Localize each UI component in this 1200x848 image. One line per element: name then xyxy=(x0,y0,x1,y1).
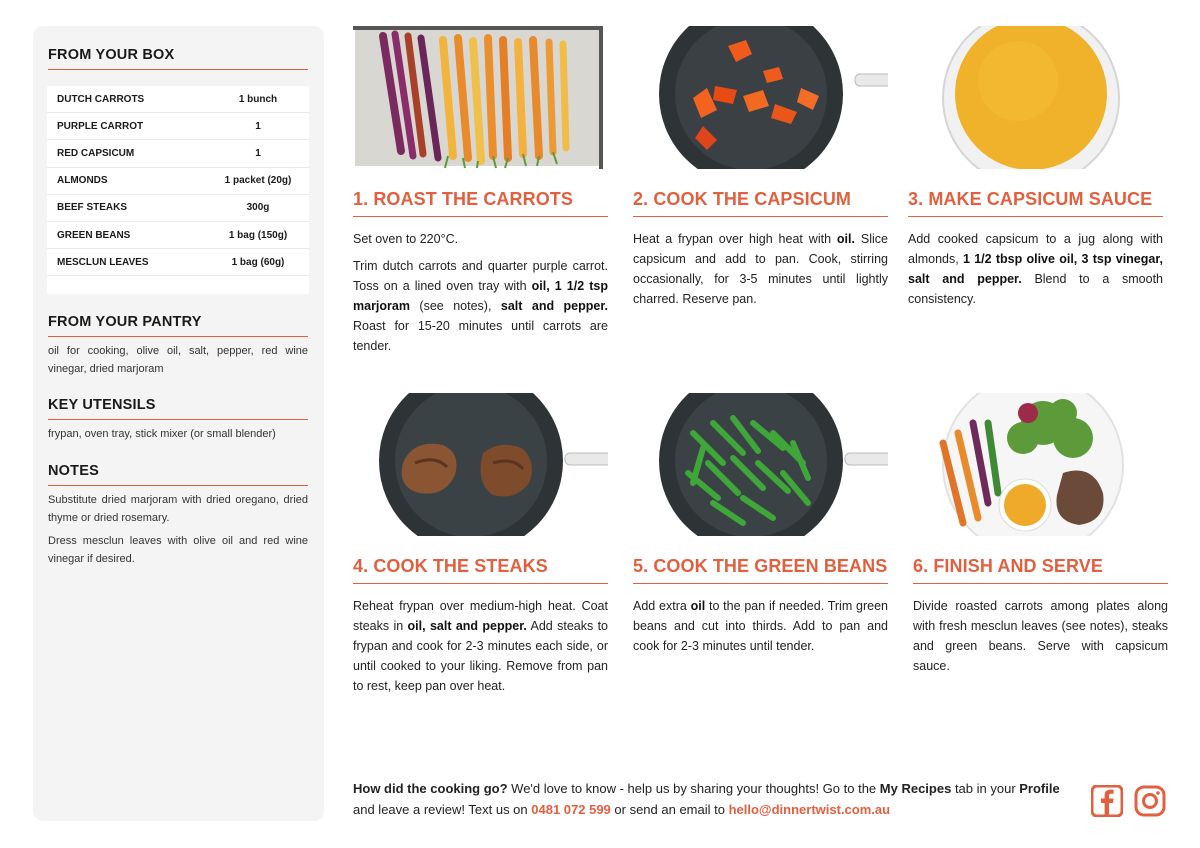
step-2-p1 xyxy=(633,229,888,309)
ingredient-name: RED CAPSICUM xyxy=(57,147,135,159)
table-row xyxy=(47,249,309,276)
bold-text: oil, 1 1/2 tsp marjoram xyxy=(353,279,608,313)
step-2-body xyxy=(633,229,888,309)
step-3-p1 xyxy=(908,229,1163,309)
text: to the pan if needed. Trim green beans and cut into thirds. Add to pan and cook for 2-3 minutes until tender. xyxy=(633,599,888,653)
bold-text: salt and pepper. xyxy=(500,299,608,313)
phone-link[interactable]: 0481 072 599 xyxy=(531,802,611,817)
text: Add cooked capsicum to a jug along with almonds, xyxy=(908,232,1163,266)
text: We'd love to know - help us by sharing your thoughts! Go to the xyxy=(507,781,880,796)
text: Heat a frypan over high heat with xyxy=(633,232,837,246)
table-row xyxy=(47,86,309,113)
ingredient-name: MESCLUN LEAVES xyxy=(57,256,149,268)
box-heading: FROM YOUR BOX xyxy=(48,47,308,70)
utensils-heading: KEY UTENSILS xyxy=(48,397,308,420)
ingredients-table xyxy=(47,86,309,294)
text: Add extra xyxy=(633,599,691,613)
pantry-text: oil for cooking, olive oil, salt, pepper, red wine vinegar, dried marjoram xyxy=(48,345,308,375)
ingredient-name: DUTCH CARROTS xyxy=(57,93,145,105)
bold-text: 1 1/2 tbsp olive oil, 3 tsp vinegar, salt and pepper. xyxy=(908,252,1163,286)
step-2 xyxy=(633,26,888,316)
table-row xyxy=(47,140,309,167)
step-5-p1 xyxy=(633,596,888,656)
ingredient-qty: 1 xyxy=(255,120,261,132)
notes-heading: NOTES xyxy=(48,463,308,486)
step-3-photo xyxy=(908,26,1163,169)
sidebar xyxy=(33,26,324,821)
ingredient-name: ALMONDS xyxy=(57,175,108,187)
text: (see notes), xyxy=(409,299,501,313)
ingredient-qty: 300g xyxy=(246,202,270,214)
step-4-p1 xyxy=(353,596,608,696)
text: Blend to a smooth consistency. xyxy=(908,272,1163,306)
step-5-title: 5. COOK THE GREEN BEANS xyxy=(633,556,888,584)
step-4-body xyxy=(353,596,608,696)
step-6-photo xyxy=(913,393,1168,536)
note-2: Dress mesclun leaves with olive oil and red wine vinegar if desired. xyxy=(48,535,308,565)
step-5-photo xyxy=(633,393,888,536)
step-6 xyxy=(913,393,1168,683)
step-5-body xyxy=(633,596,888,656)
text: Roast for 15-20 minutes until carrots are tender. xyxy=(353,319,608,353)
step-1-title: 1. ROAST THE CARROTS xyxy=(353,189,608,217)
ingredient-name: BEEF STEAKS xyxy=(57,202,128,214)
text: Slice capsicum and add to pan. Cook, stirring occasionally, for 3-5 minutes until lightly charred. Reserve pan. xyxy=(633,232,888,306)
step-5 xyxy=(633,393,888,663)
table-row xyxy=(47,113,309,140)
text: and leave a review! Text us on xyxy=(353,802,532,817)
step-1-photo xyxy=(353,26,608,169)
ingredient-qty: 1 bag (60g) xyxy=(231,256,285,268)
table-row xyxy=(47,222,309,249)
bold-text: oil. xyxy=(836,232,855,246)
text: Reheat frypan over medium-high heat. Coat steaks in xyxy=(353,599,608,633)
ingredient-qty: 1 bunch xyxy=(238,93,278,105)
bold-text: oil xyxy=(690,599,706,613)
step-3-body xyxy=(908,229,1163,309)
table-row xyxy=(47,195,309,222)
pantry-heading: FROM YOUR PANTRY xyxy=(48,314,308,337)
ingredient-name: GREEN BEANS xyxy=(57,229,131,241)
table-row xyxy=(47,168,309,195)
utensils-text: frypan, oven tray, stick mixer (or small blender) xyxy=(48,428,276,440)
text: tab in your xyxy=(951,781,1020,796)
step-1-body xyxy=(353,229,608,356)
footer-text xyxy=(353,778,1078,820)
my-recipes-label: My Recipes xyxy=(879,781,952,796)
text: Add steaks to frypan and cook for 2-3 minutes each side, or until cooked to your liking. Remove from pan to rest, keep pan over heat. xyxy=(353,619,608,693)
instagram-icon[interactable] xyxy=(1134,785,1166,817)
step-1-p1: Set oven to 220°C. xyxy=(353,232,459,246)
email-link[interactable]: hello@dinnertwist.com.au xyxy=(728,802,891,817)
step-6-p1: Divide roasted carrots among plates along with fresh mesclun leaves (see notes), steaks and green beans. Serve with capsicum sauce. xyxy=(913,599,1168,673)
ingredient-name: PURPLE CARROT xyxy=(57,120,144,132)
step-2-photo xyxy=(633,26,888,169)
note-1: Substitute dried marjoram with dried oregano, dried thyme or dried rosemary. xyxy=(48,494,308,524)
facebook-icon[interactable] xyxy=(1091,785,1123,817)
step-6-title: 6. FINISH AND SERVE xyxy=(913,556,1168,584)
step-6-body xyxy=(913,596,1168,676)
step-1 xyxy=(353,26,608,363)
step-3 xyxy=(908,26,1163,316)
ingredient-qty: 1 packet (20g) xyxy=(224,175,292,187)
step-4-photo xyxy=(353,393,608,536)
text: or send an email to xyxy=(610,802,729,817)
profile-label: Profile xyxy=(1019,781,1060,796)
footer-question: How did the cooking go? xyxy=(353,781,508,796)
step-1-p2 xyxy=(353,256,608,356)
ingredient-qty: 1 xyxy=(255,147,261,159)
ingredient-qty: 1 bag (150g) xyxy=(228,229,288,241)
text: Trim dutch carrots and quarter purple carrot. Toss on a lined oven tray with xyxy=(353,259,608,293)
step-4 xyxy=(353,393,608,703)
step-4-title: 4. COOK THE STEAKS xyxy=(353,556,608,584)
bold-text: oil, salt and pepper. xyxy=(407,619,527,633)
step-3-title: 3. MAKE CAPSICUM SAUCE xyxy=(908,189,1163,217)
step-2-title: 2. COOK THE CAPSICUM xyxy=(633,189,888,217)
